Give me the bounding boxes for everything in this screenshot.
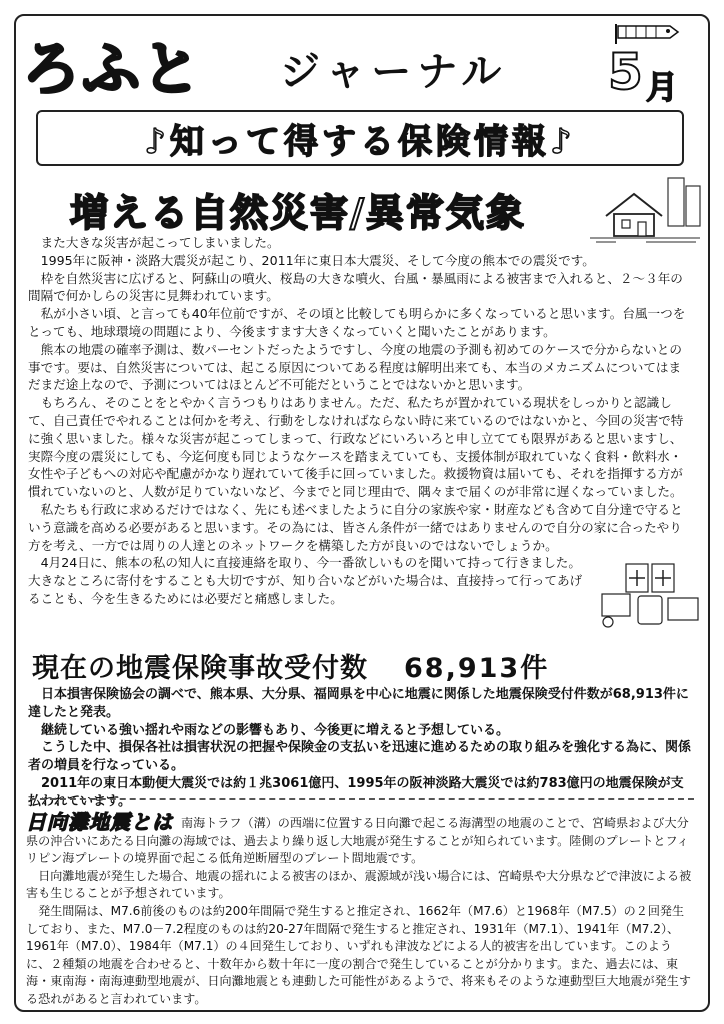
month-unit: 月 — [646, 68, 679, 106]
koinobori-icon — [612, 22, 682, 44]
section2-title-text: 現在の地震保険事故受付数 — [32, 653, 368, 684]
paragraph: 枠を自然災害に広げると、阿蘇山の噴火、桜島の大きな噴火、台風・暴風雨による被害まで入れると、２～３年の間隔で何かしらの災害に見舞われています。 — [28, 270, 683, 304]
paragraph-text: 南海トラフ（溝）の西端に位置する日向灘で起こる海溝型の地震のことで、宮崎県および大分県の沖合いにあたる日向灘の海域では、過去より繰り返し大地震が発生することが知られています。陸側のプレートとフィリピン海プレートの境界面で起こる低角逆断層型のプレート間地震です。 — [26, 816, 689, 866]
section1-title: 増える自然災害/異常気象 — [70, 191, 526, 235]
paragraph: もちろん、そのことをとやかく言うつもりはありません。ただ、私たちが置かれている現状をしっかりと認識して、自己責任でやれることは何かを考え、行動をしなければならない時に来ているのではないかと、今回の災害で特に強く思いました。様々な災害が起こってしまって、行政などにいろいろと申し立てても限界があると思いますし、実際今度の震災にしても、今迄何度も同じようなケースを踏まえていても、支援体制が取れていなく食料・飲料水・女性や子どもへの対応や配慮がかなり遅れていて後手に回っていました。救援物資は届いても、それを指揮する方が慣れていないのと、人数が足りていないなど、今までと同じ理由で、隅々まで届くのが非常に遅くなっていました。 — [28, 395, 684, 500]
section3-body — [26, 810, 694, 1009]
paragraph: 日本損害保険協会の調べで、熊本県、大分県、福岡県を中心に地震に関係した地震保険受付件数が68,913件に達したと発表。 — [28, 687, 689, 720]
feature-banner: ♪知って得する保険情報♪ — [36, 110, 684, 166]
brand-subtitle: ジャーナル — [280, 49, 508, 95]
issue-month — [608, 44, 698, 106]
section2-title — [32, 646, 692, 685]
section3-title: 日向灘地震とは — [26, 810, 173, 834]
paragraph: 継続している強い揺れや雨などの影響もあり、今後更に増えると予想している。 — [28, 722, 510, 738]
relief-supplies-icon — [598, 560, 704, 630]
paragraph: 私が小さい頃、と言っても40年位前ですが、その頃と比較しても明らかに多くなっていると思います。台風一つをとっても、地球環境の問題により、今後ますます大きくなっていくと聞いたことがあります。 — [28, 306, 686, 339]
paragraph: 2011年の東日本動便大震災では約１兆3061億円、1995年の阪神淡路大震災では約783億円の地震保険が支払われています。 — [28, 775, 684, 809]
paragraph: また大きな災害が起こってしまいました。 — [28, 235, 280, 250]
claims-count: 68,913件 — [404, 653, 550, 684]
paragraph: 日向灘地震が発生した場合、地震の揺れによる被害のほか、震源域が浅い場合には、宮崎県や大分県などで津波による被害も生じることが予想されています。 — [26, 868, 692, 901]
paragraph: 発生間隔は、M7.6前後のものは約200年間隔で発生すると推定され、1662年（M7.6）と1968年（M7.5）の２回発生しており、また、M7.0－7.2程度のものは約20-27年間隔で発生すると推定され、1931年（M7.1）、1941年（M7.2）、1961年（M7.0）、1984年（M7.1）の４回発生しており、いずれも津波などによる人的被害を出しています。このように、２種類の地震を合わせると、十数年から数十年に一度の割合で発生していることが分かります。また、過去には、東海・東南海・南海連動型地震が、日向灘地震とも連動した可能性があるようで、将来もそのような連動型巨大地震が発生する恐れがあると言われています。 — [26, 903, 691, 1006]
month-number: 5 — [608, 43, 643, 101]
paragraph: 私たちも行政に求めるだけではなく、先にも述べましたように自分の家族や家・財産なども含めて自分達で守るという意識を高める必要があると思います。その為には、皆さん条件が一緒ではありませんので自分の家に合ったやり方を考え、一方では周りの人達とのネットワークを構築した方が良いのではないでしょうか。 — [28, 501, 683, 553]
paragraph — [26, 810, 694, 868]
brand-title: ろふと — [22, 35, 203, 103]
section1-body — [28, 234, 692, 608]
paragraph: 熊本の地震の確率予測は、数パーセントだったようですし、今度の地震の予測も初めてのケースで分からないとの事です。要は、自然災害については、起こる原因についてある程度は解明出来ても、本当のメカニズムについてはまだまだ途上なので、予測についてはほとんど不可能だということではないかと思います。 — [28, 341, 682, 393]
section2-body — [28, 686, 692, 811]
paragraph: 4月24日に、熊本の私の知人に直接連絡を取り、今一番欲しいものを聞いて持って行きました。大きなところに寄付をすることも大切ですが、知り合いなどがいた場合は、直接持って行ってあげることも、今を生きるためには必要だと痛感しました。 — [28, 555, 583, 606]
section-divider — [30, 798, 694, 800]
paragraph: 1995年に阪神・淡路大震災が起こり、2011年に東日本大震災、そして今度の熊本での震災です。 — [28, 252, 595, 268]
paragraph: こうした中、損保各社は損害状況の把握や保険金の支払いを迅速に進めるための取り組みを強化する為に、関係者の増員を行なっている。 — [28, 740, 692, 774]
